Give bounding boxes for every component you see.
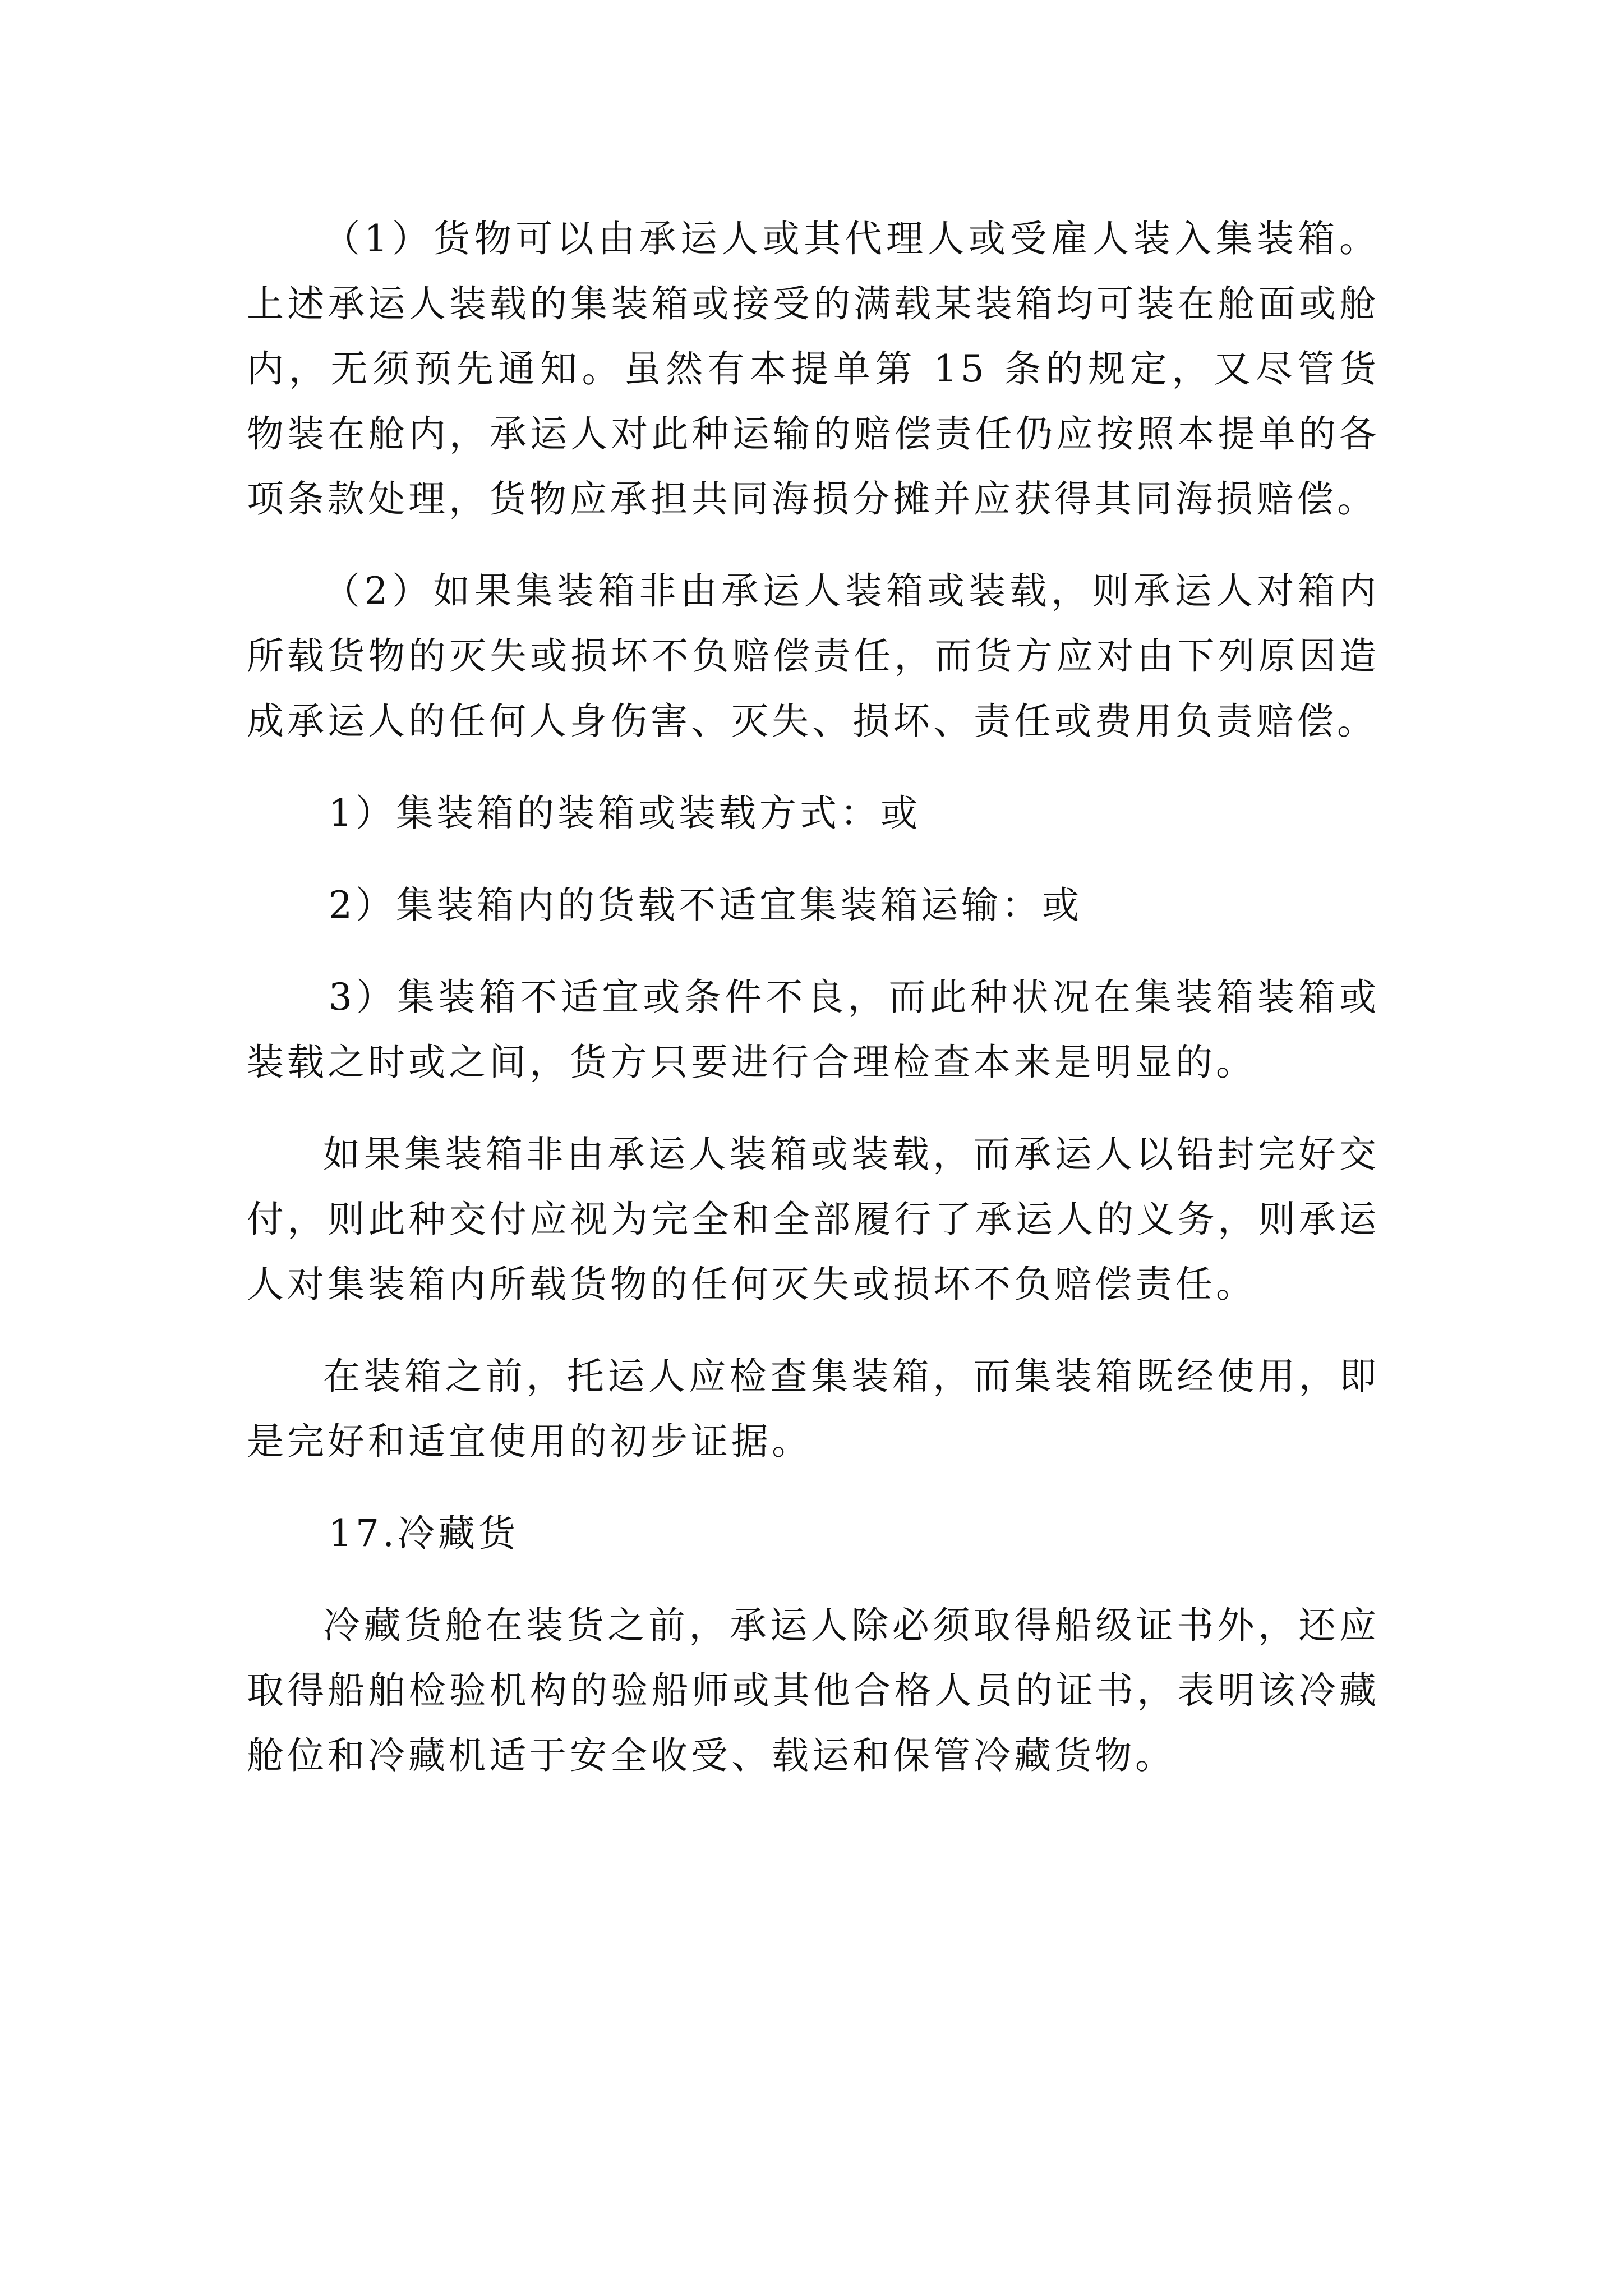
list-item-3: 3）集装箱不适宜或条件不良，而此种状况在集装箱装箱或装载之时或之间，货方只要进行合理检查本来是明显的。 <box>247 976 1380 1084</box>
paragraph-refrigerated-cargo: 冷藏货舱在装货之前，承运人除必须取得船级证书外，还应取得船舶检验机构的验船师或其他合格人员的证书，表明该冷藏舱位和冷藏机适于安全收受、载运和保管冷藏货物。 <box>247 1604 1380 1777</box>
section-heading-refrigerated-cargo: 17.冷藏货 <box>329 1512 519 1555</box>
paragraph-sealed-delivery: 如果集装箱非由承运人装箱或装载，而承运人以铅封完好交付，则此种交付应视为完全和全部履行了承运人的义务，则承运人对集装箱内所载货物的任何灭失或损坏不负赔偿责任。 <box>247 1133 1380 1306</box>
document-body <box>247 206 1380 1788</box>
paragraph-clause-2: （2）如果集装箱非由承运人装箱或装载，则承运人对箱内所载货物的灭失或损坏不负赔偿责任，而货方应对由下列原因造成承运人的任何人身伤害、灭失、损坏、责任或费用负责赔偿。 <box>247 569 1380 743</box>
paragraph-inspection: 在装箱之前，托运人应检查集装箱，而集装箱既经使用，即是完好和适宜使用的初步证据。 <box>247 1355 1380 1463</box>
paragraph-clause-1: （1）货物可以由承运人或其代理人或受雇人装入集装箱。上述承运人装载的集装箱或接受的满载某装箱均可装在舱面或舱内，无须预先通知。虽然有本提单第 15 条的规定，又尽管货物装在舱内，承运人对此种运输的赔偿责任仍应按照本提单的各项条款处理，货物应承担共同海损分摊并应获得其同海损赔偿。 <box>247 217 1380 521</box>
list-item-1: 1）集装箱的装箱或装载方式：或 <box>329 792 921 835</box>
list-item-2: 2）集装箱内的货载不适宜集装箱运输：或 <box>329 884 1082 927</box>
